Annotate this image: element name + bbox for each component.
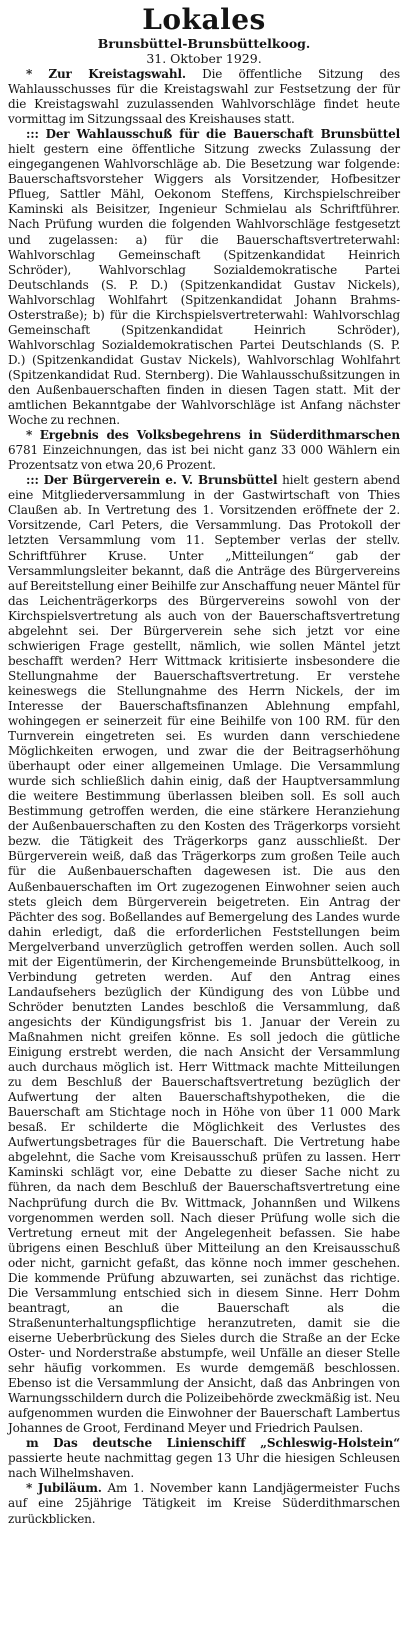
masthead [8, 4, 400, 66]
article-marker: ::: [26, 473, 39, 488]
article-headline: Das deutsche Linienschiff „Schleswig-Holstein“ [53, 1436, 400, 1451]
article-marker: ::: [26, 127, 39, 142]
article-marker: m [26, 1436, 39, 1451]
article-headline: Der Wahlausschuß für die Bauerschaft Brunsbüttel [45, 127, 400, 142]
article-body: Am 1. November kann Landjägermeister Fuchs auf eine 25jährige Tätigkeit im Kreise Süderdithmarschen zurückblicken. [8, 1481, 400, 1526]
article-body: hielt gestern eine öffentliche Sitzung zwecks Zulassung der eingegangenen Wahlvorschläge ab. Die Besetzung war folgende: Bauerschaftsvorsteher Wiggers als Vorsitzender, Hofbesitzer Pflueg, Sattler Mähl, Oekonom Steffens, Kirchspielschreiber Kaminski als Beisitzer, Ingenieur Schmielau als Schriftführer. Nach Prüfung wurden die folgenden Wahlvorschläge festgesetzt und zugelassen: a) für die Bauerschaftsvertreterwahl: Wahlvorschlag Gemeinschaft (Spitzenkandidat Heinrich Schröder), Wahlvorschlag Sozialdemokratische Partei Deutschlands (S. P. D.) (Spitzenkandidat Gustav Nickels), Wahlvorschlag Wohlfahrt (Spitzenkandidat Johann Brahms-Osterstraße); b) für die Kirchspielsvertreterwahl: Wahlvorschlag Gemeinschaft (Spitzenkandidat Heinrich Schröder), Wahlvorschlag Sozialdemokratischen Partei Deutschlands (S. P. D.) (Spitzenkandidat Gustav Nickels), Wahlvorschlag Wohlfahrt (Spitzenkandidat Rud. Sternberg). Die Wahlausschußsitzungen in den Außenbauerschaften finden in diesen Tagen statt. Mit der amtlichen Bekanntgabe der Wahlvorschläge ist Anfang nächster Woche zu rechnen. [8, 142, 400, 428]
article-headline: Zur Kreistagswahl. [48, 67, 186, 81]
article-jubilaeum [8, 1481, 400, 1526]
article-buergerverein [8, 473, 400, 1436]
article-marker: * [26, 1481, 33, 1496]
article-wahlausschuss [8, 127, 400, 428]
article-headline: Der Bürgerverein e. V. Brunsbüttel [43, 473, 278, 488]
article-marker: * [26, 428, 33, 443]
article-volksbegehren [8, 428, 400, 473]
article-body: hielt gestern abend eine Mitgliederversammlung in der Gastwirtschaft von Thies Claußen ab. In Vertretung des 1. Vorsitzenden eröffnete der 2. Vorsitzende, Carl Peters, die Versammlung. Das Protokoll der letzten Versammlung vom 11. September verlas der stellv. Schriftführer Kruse. Unter „Mitteilungen“ gab der Versammlungsleiter bekannt, daß die Anträge des Bürgervereins auf Bereitstellung einer Beihilfe zur Anschaffung neuer Mäntel für das Leichenträgerkorps des Bürgervereins sowohl von der Kirchspielsvertretung als auch von der Bauerschaftsvertretung abgelehnt sei. Der Bürgerverein sehe sich jetzt vor eine schwierigen Frage gestellt, nämlich, wie sollen Mäntel jetzt beschafft werden? Herr Wittmack kritisierte insbesondere die Stellungnahme der Bauerschaftsvertretung. Er verstehe keineswegs die Stellungnahme des Herrn Nickels, der im Interesse der Bauerschaftsfinanzen Ablehnung empfahl, wohingegen er seinerzeit für eine Beihilfe von 100 RM. für den Turnverein eingetreten sei. Es wurden dann verschiedene Möglichkeiten erwogen, und zwar die der Beitragserhöhung überhaupt oder einer allgemeinen Umlage. Die Versammlung wurde sich schließlich dahin einig, daß der Hauptversammlung die weitere Bestimmung überlassen bleiben soll. Es soll auch Bestimmung getroffen werden, die eine stärkere Heranziehung der Außenbauerschaften zu den Kosten des Trägerkorps vorsieht bezw. die Tätigkeit des Trägerkorps ganz ausschließt. Der Bürgerverein weiß, daß das Trägerkorps zum großen Teile auch für die Außenbauerschaften dagewesen ist. Die aus den Außenbauerschaften im Ort zugezogenen Einwohner seien auch stets gleich dem Bürgerverein beigetreten. Ein Antrag der Pächter des sog. Boßellandes auf Bemergelung des Landes wurde dahin erledigt, daß die erforderlichen Feststellungen beim Mergelverband unverzüglich getroffen werden sollen. Auch soll mit der Eigentümerin, der Kirchengemeinde Brunsbüttelkoog, in Verbindung getreten werden. Auf den Antrag eines Landaufsehers bezüglich der Kündigung des von Lübbe und Schröder benutzten Landes beschloß die Versammlung, daß angesichts der Kündigungsfrist bis 1. Januar der Verein zu Maßnahmen nicht greifen könne. Es soll jedoch die gütliche Einigung erstrebt werden, die nach Ansicht der Versammlung auch durchaus möglich ist. Herr Wittmack machte Mitteilungen zu dem Beschluß der Bauerschaftsvertretung bezüglich der Aufwertung der alten Bauerschaftshypotheken, die die Bauerschaft am Stichtage noch in Höhe von über 11 000 Mark besaß. Er schilderte die Möglichkeit des Verlustes des Aufwertungsbetrages für die Bauerschaft. Die Vertretung habe abgelehnt, die Sache vom Kreisausschuß prüfen zu lassen. Herr Kaminski schlägt vor, eine Debatte zu dieser Sache nicht zu führen, da nach dem Beschluß der Bauerschaftsvertretung eine Nachprüfung durch die Bv. Wittmack, Johannßen und Wilkens vorgenommen werden soll. Nach dieser Prüfung wolle sich die Vertretung erneut mit der Angelegenheit befassen. Sie habe übrigens einen Beschluß über Mitteilung an den Kreisausschuß oder nicht, garnicht gefaßt, das könne noch immer geschehen. Die kommende Prüfung abzuwarten, sei zunächst das richtige. Die Versammlung entschied sich in diesem Sinne. Herr Dohm beantragt, an die Bauerschaft als die Straßenunterhaltungspflichtige heranzutreten, damit sie die eiserne Ueberbrückung des Sieles durch die Straße an der Ecke Oster- und Norderstraße abstumpfe, weil Unfälle an dieser Stelle sehr häufig vorkommen. Es wurde demgemäß beschlossen. Ebenso ist die Versammlung der Ansicht, daß das Anbringen von Warnungsschildern durch die Polizeibehörde zweckmäßig ist. Neu aufgenommen wurden die Einwohner der Bauerschaft Lambertus Johannes de Groot, Ferdinand Meyer und Friedrich Paulsen. [8, 473, 400, 1436]
issue-date: 31. Oktober 1929. [146, 51, 262, 66]
article-body: 6781 Einzeichnungen, das ist bei nicht ganz 33 000 Wählern ein Prozentsatz von etwa 20,6 Prozent. [8, 443, 400, 473]
article-kreistagswahl [8, 67, 400, 127]
dateline: Brunsbüttel-Brunsbüttelkoog. [97, 36, 311, 51]
article-headline: Jubiläum. [37, 1481, 102, 1496]
article-body: passierte heute nachmittag gegen 13 Uhr die hiesigen Schleusen nach Wilhelmshaven. [8, 1451, 400, 1481]
article-marker: * [26, 67, 33, 81]
article-linienschiff [8, 1436, 400, 1481]
article-body: Die öffentliche Sitzung des Wahlausschusses für die Kreistagswahl zur Festsetzung der für die Kreistagswahl zuzulassenden Wahlvorschläge findet heute vormittag im Sitzungssaal des Kreishauses statt. [8, 67, 400, 127]
section-title: Lokales [142, 3, 266, 36]
article-headline: Ergebnis des Volksbegehrens in Süderdithmarschen [39, 428, 400, 443]
